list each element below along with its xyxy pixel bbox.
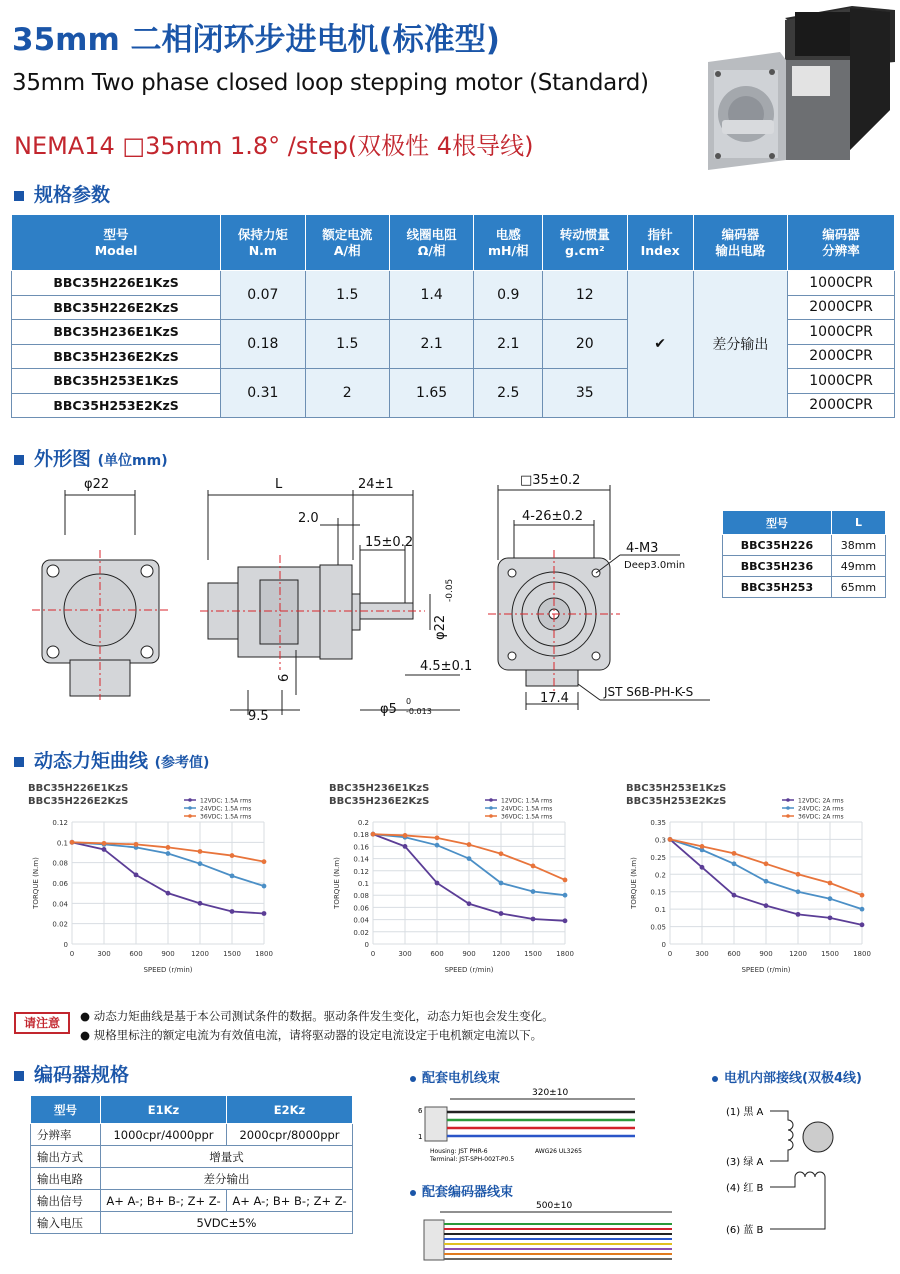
x-tick-label: 600 <box>727 950 741 958</box>
data-point <box>531 864 536 869</box>
x-tick-label: 1800 <box>255 950 273 958</box>
dim-shaft-tol-bot: -0.013 <box>406 707 432 716</box>
y-tick-label: 0 <box>364 941 369 949</box>
data-point <box>166 891 171 896</box>
legend-label: 12VDC; 1.5A rms <box>501 797 553 805</box>
legend-label: 36VDC; 1.5A rms <box>501 813 553 821</box>
encoder-header-1: E1Kz <box>101 1096 227 1124</box>
inertia-cell: 35 <box>543 369 627 418</box>
motor-cable-housing: Housing: JST PHR-6 <box>430 1148 488 1155</box>
dim-shaft-len: 24±1 <box>358 477 394 492</box>
legend-label: 12VDC; 1.5A rms <box>200 797 252 805</box>
x-tick-label: 0 <box>667 950 673 958</box>
data-point <box>732 893 737 898</box>
y-tick-label: 0.2 <box>654 871 666 880</box>
data-point <box>166 845 171 850</box>
encoder-row <box>31 1168 353 1190</box>
motor-cable-drawing <box>410 1085 645 1165</box>
length-row <box>723 535 886 556</box>
encoder-row-label: 输出方式 <box>31 1146 101 1168</box>
current-cell: 2 <box>305 369 389 418</box>
dim-boss-tol: -0.05 <box>445 578 455 602</box>
data-point <box>668 837 673 842</box>
spec-header-0: 型号 Model <box>12 215 221 271</box>
data-point <box>563 918 568 923</box>
legend-marker <box>786 814 790 818</box>
y-tick-label: 0.02 <box>353 928 369 937</box>
dim-h95: 9.5 <box>248 709 269 724</box>
y-tick-label: 0.25 <box>650 853 666 862</box>
data-point <box>198 849 203 854</box>
data-point <box>732 851 737 856</box>
y-axis-label: TORQUE (N.m) <box>32 857 40 909</box>
y-tick-label: 0.08 <box>52 859 68 868</box>
encoder-cable-title: 配套编码器线束 <box>410 1181 513 1200</box>
x-axis-label: SPEED (r/min) <box>143 966 193 974</box>
y-tick-label: 0.06 <box>52 880 68 888</box>
title-en: 35mm Two phase closed loop stepping motor (Standard) <box>12 70 649 96</box>
data-point <box>860 893 865 898</box>
legend-label: 36VDC; 2A rms <box>798 813 844 821</box>
data-point <box>371 832 376 837</box>
model-cell: BBC35H226E1KzS <box>12 271 221 296</box>
dim-shaft-dia: φ5 <box>380 702 397 717</box>
spec-header-5: 转动惯量 g.cm² <box>543 215 627 271</box>
encoder-cell: 2000cpr/8000ppr <box>227 1124 353 1146</box>
length-header-0: 型号 <box>723 511 832 535</box>
model-cell: BBC35H236E2KzS <box>12 344 221 369</box>
spec-table <box>11 214 895 418</box>
y-tick-label: 0.35 <box>650 819 666 827</box>
data-point <box>563 878 568 883</box>
torque-chart-0 <box>24 794 294 1004</box>
data-point <box>467 856 472 861</box>
legend-marker <box>786 798 790 802</box>
encoder-row-label: 输出信号 <box>31 1190 101 1212</box>
wiring-label-3: (4) 红 B <box>726 1183 764 1194</box>
spec-row <box>12 271 895 296</box>
y-tick-label: 0.1 <box>357 880 369 888</box>
motor-cable-len: 320±10 <box>532 1088 569 1098</box>
x-tick-label: 1800 <box>556 950 574 958</box>
length-row <box>723 556 886 577</box>
x-axis-label: SPEED (r/min) <box>444 966 494 974</box>
dim-front-dia: φ22 <box>84 477 110 492</box>
y-tick-label: 0.04 <box>52 900 68 909</box>
data-point <box>403 833 408 838</box>
data-point <box>70 840 75 845</box>
x-tick-label: 1500 <box>223 950 241 958</box>
x-tick-label: 600 <box>430 950 444 958</box>
y-tick-label: 0.06 <box>353 904 369 913</box>
y-tick-label: 0.12 <box>353 867 369 876</box>
x-tick-label: 1800 <box>853 950 871 958</box>
length-model: BBC35H236 <box>723 556 832 577</box>
note-item-2: ● 规格里标注的额定电流为有效值电流，请将驱动器的设定电流设定于电机额定电流以下。 <box>80 1028 543 1042</box>
encoder-merged-cell: 5VDC±5% <box>101 1212 353 1234</box>
data-point <box>860 907 865 912</box>
data-point <box>166 851 171 856</box>
data-point <box>467 842 472 847</box>
data-point <box>262 911 267 916</box>
spec-line: NEMA14 □35mm 1.8° /step(双极性 4根导线) <box>14 132 534 160</box>
torque-chart-1 <box>325 794 595 1004</box>
x-tick-label: 0 <box>69 950 75 958</box>
length-row <box>723 577 886 598</box>
encoder-row <box>31 1124 353 1146</box>
outline-drawing <box>20 470 720 730</box>
title-cn: 35mm 二相闭环步进电机(标准型) <box>12 22 500 58</box>
legend-label: 12VDC; 2A rms <box>798 797 844 805</box>
length-value: 38mm <box>831 535 885 556</box>
data-point <box>499 881 504 886</box>
motor-cable-pin-bot: 1 <box>418 1133 423 1141</box>
data-point <box>531 917 536 922</box>
inductance-cell: 0.9 <box>474 271 543 320</box>
y-tick-label: 0.05 <box>650 923 666 932</box>
data-point <box>828 881 833 886</box>
data-point <box>732 861 737 866</box>
length-model: BBC35H253 <box>723 577 832 598</box>
data-point <box>499 851 504 856</box>
encoder-row-label: 输出电路 <box>31 1168 101 1190</box>
length-value: 49mm <box>831 556 885 577</box>
legend-marker <box>188 806 192 810</box>
section-outline-title: 外形图 (单位mm) <box>14 444 168 471</box>
x-axis-label: SPEED (r/min) <box>741 966 791 974</box>
section-torque-title: 动态力矩曲线 (参考值) <box>14 746 209 773</box>
legend-label: 24VDC; 2A rms <box>798 805 844 813</box>
inertia-cell: 12 <box>543 271 627 320</box>
current-cell: 1.5 <box>305 320 389 369</box>
legend-label: 24VDC; 1.5A rms <box>200 805 252 813</box>
data-point <box>435 881 440 886</box>
wiring-label-1: (1) 黑 A <box>726 1107 764 1118</box>
dim-shaft-tol-top: 0 <box>406 697 412 706</box>
y-tick-label: 0.02 <box>52 920 68 929</box>
data-point <box>700 865 705 870</box>
legend-marker <box>489 814 493 818</box>
encoder-row <box>31 1212 353 1234</box>
y-tick-label: 0.15 <box>650 888 666 897</box>
encoder-row <box>31 1190 353 1212</box>
data-point <box>262 859 267 864</box>
torque-cell: 0.31 <box>221 369 305 418</box>
dim-square: □35±0.2 <box>520 473 581 488</box>
encoder-header-0: 型号 <box>31 1096 101 1124</box>
dim-connector: JST S6B-PH-K-S <box>604 685 694 699</box>
index-check-icon: ✔ <box>627 271 693 418</box>
motor-cable-title: 配套电机线束 <box>410 1067 500 1086</box>
length-table <box>722 510 886 598</box>
dim-conn-w: 17.4 <box>540 691 569 706</box>
x-tick-label: 600 <box>129 950 143 958</box>
chart-title-1: BBC35H236E1KzS BBC35H236E2KzS <box>329 783 430 807</box>
torque-chart-2 <box>622 794 892 1004</box>
section-spec-title: 规格参数 <box>14 180 110 207</box>
inertia-cell: 20 <box>543 320 627 369</box>
spec-header-1: 保持力矩 N.m <box>221 215 305 271</box>
motor-cable-awg: AWG26 UL3265 <box>535 1148 582 1155</box>
y-tick-label: 0 <box>63 941 68 949</box>
encoder-cell: A+ A-; B+ B-; Z+ Z- <box>227 1190 353 1212</box>
encoder-row <box>31 1146 353 1168</box>
inductance-cell: 2.5 <box>474 369 543 418</box>
data-point <box>828 915 833 920</box>
cpr-cell: 2000CPR <box>788 393 895 418</box>
encoder-header-2: E2Kz <box>227 1096 353 1124</box>
data-point <box>764 879 769 884</box>
y-tick-label: 0.14 <box>353 855 369 864</box>
y-tick-label: 0.12 <box>52 819 68 827</box>
cpr-cell: 1000CPR <box>788 320 895 345</box>
data-point <box>262 884 267 889</box>
torque-cell: 0.18 <box>221 320 305 369</box>
dim-hole-pitch: 4-26±0.2 <box>522 509 584 524</box>
model-cell: BBC35H253E2KzS <box>12 393 221 418</box>
length-value: 65mm <box>831 577 885 598</box>
encoder-merged-cell: 增量式 <box>101 1146 353 1168</box>
y-axis-label: TORQUE (N.m) <box>630 857 638 909</box>
dim-depth: Deep3.0min <box>624 560 686 571</box>
y-axis-label: TORQUE (N.m) <box>333 857 341 909</box>
spec-header-6: 指针 Index <box>627 215 693 271</box>
spec-header-8: 编码器 分辨率 <box>788 215 895 271</box>
section-encoder-title: 编码器规格 <box>14 1060 129 1087</box>
spec-header-3: 线圈电阻 Ω/相 <box>389 215 473 271</box>
encoder-table <box>30 1095 353 1234</box>
x-tick-label: 1500 <box>821 950 839 958</box>
y-tick-label: 0.2 <box>357 819 369 827</box>
dim-key-len: 15±0.2 <box>365 535 414 550</box>
legend-marker <box>188 798 192 802</box>
dim-screw: 4-M3 <box>626 541 659 556</box>
legend-marker <box>188 814 192 818</box>
dim-L: L <box>275 477 283 492</box>
encoder-cable-len: 500±10 <box>536 1201 573 1211</box>
spec-header-7: 编码器 输出电路 <box>693 215 787 271</box>
data-point <box>198 861 203 866</box>
model-cell: BBC35H253E1KzS <box>12 369 221 394</box>
legend-marker <box>786 806 790 810</box>
data-point <box>403 844 408 849</box>
y-tick-label: 0.18 <box>353 831 369 840</box>
x-tick-label: 300 <box>695 950 709 958</box>
y-tick-label: 0.16 <box>353 843 369 852</box>
x-tick-label: 300 <box>398 950 412 958</box>
legend-marker <box>489 806 493 810</box>
x-tick-label: 900 <box>462 950 476 958</box>
side-view <box>208 490 460 715</box>
dim-h6: 6 <box>277 673 292 682</box>
y-tick-label: 0.1 <box>654 906 666 915</box>
data-point <box>230 873 235 878</box>
encoder-row-label: 分辨率 <box>31 1124 101 1146</box>
legend-marker <box>489 798 493 802</box>
x-tick-label: 1200 <box>789 950 807 958</box>
torque-cell: 0.07 <box>221 271 305 320</box>
spec-header-2: 额定电流 A/相 <box>305 215 389 271</box>
current-cell: 1.5 <box>305 271 389 320</box>
note-tag: 请注意 <box>14 1012 70 1034</box>
data-point <box>230 909 235 914</box>
chart-title-2: BBC35H253E1KzS BBC35H253E2KzS <box>626 783 727 807</box>
spec-header-4: 电感 mH/相 <box>474 215 543 271</box>
data-point <box>134 842 139 847</box>
dim-boss-dia: φ22 <box>433 614 448 640</box>
resistance-cell: 1.4 <box>389 271 473 320</box>
data-point <box>700 844 705 849</box>
cpr-cell: 1000CPR <box>788 369 895 394</box>
x-tick-label: 1200 <box>191 950 209 958</box>
data-point <box>435 835 440 840</box>
x-tick-label: 1500 <box>524 950 542 958</box>
wiring-diagram <box>720 1095 895 1255</box>
data-point <box>796 889 801 894</box>
data-point <box>230 853 235 858</box>
data-point <box>467 901 472 906</box>
x-tick-label: 900 <box>759 950 773 958</box>
length-header-1: L <box>831 511 885 535</box>
x-tick-label: 900 <box>161 950 175 958</box>
data-point <box>102 841 107 846</box>
encoder-row-label: 输入电压 <box>31 1212 101 1234</box>
data-point <box>764 903 769 908</box>
resistance-cell: 2.1 <box>389 320 473 369</box>
x-tick-label: 0 <box>370 950 376 958</box>
model-cell: BBC35H226E2KzS <box>12 295 221 320</box>
data-point <box>531 889 536 894</box>
encoder-merged-cell: 差分输出 <box>101 1168 353 1190</box>
y-tick-label: 0.08 <box>353 892 369 901</box>
dim-flange: 2.0 <box>298 511 319 526</box>
cpr-cell: 2000CPR <box>788 295 895 320</box>
y-tick-label: 0 <box>661 941 666 949</box>
x-tick-label: 1200 <box>492 950 510 958</box>
cpr-cell: 1000CPR <box>788 271 895 296</box>
wiring-label-4: (6) 蓝 B <box>726 1225 764 1236</box>
data-point <box>435 843 440 848</box>
model-cell: BBC35H236E1KzS <box>12 320 221 345</box>
encoder-cable-drawing <box>410 1196 680 1266</box>
motor-cable-pin-top: 6 <box>418 1107 423 1115</box>
y-tick-label: 0.3 <box>654 836 666 845</box>
data-point <box>796 872 801 877</box>
cpr-cell: 2000CPR <box>788 344 895 369</box>
motor-cable-terminal: Terminal: JST-SPH-002T-P0.5 <box>430 1156 515 1163</box>
x-tick-label: 300 <box>97 950 111 958</box>
data-point <box>198 901 203 906</box>
encoder-cell: A+ A-; B+ B-; Z+ Z- <box>101 1190 227 1212</box>
data-point <box>134 872 139 877</box>
dim-flat: 4.5±0.1 <box>420 659 473 674</box>
data-point <box>828 896 833 901</box>
legend-label: 36VDC; 1.5A rms <box>200 813 252 821</box>
resistance-cell: 1.65 <box>389 369 473 418</box>
data-point <box>860 922 865 927</box>
y-tick-label: 0.04 <box>353 916 369 925</box>
data-point <box>764 861 769 866</box>
note-item-1: ● 动态力矩曲线是基于本公司测试条件的数据。驱动条件发生变化，动态力矩也会发生变化。 <box>80 1009 554 1023</box>
inductance-cell: 2.1 <box>474 320 543 369</box>
wiring-title: 电机内部接线(双极4线) <box>712 1067 862 1086</box>
legend-label: 24VDC; 1.5A rms <box>501 805 553 813</box>
encoder-cell: 1000cpr/4000ppr <box>101 1124 227 1146</box>
length-model: BBC35H226 <box>723 535 832 556</box>
data-point <box>102 847 107 852</box>
chart-title-0: BBC35H226E1KzS BBC35H226E2KzS <box>28 783 129 807</box>
data-point <box>499 911 504 916</box>
output-circuit-cell: 差分输出 <box>693 271 787 418</box>
y-tick-label: 0.1 <box>56 839 68 848</box>
motor-photo <box>700 0 900 175</box>
wiring-label-2: (3) 绿 A <box>726 1157 764 1168</box>
data-point <box>563 893 568 898</box>
data-point <box>796 912 801 917</box>
